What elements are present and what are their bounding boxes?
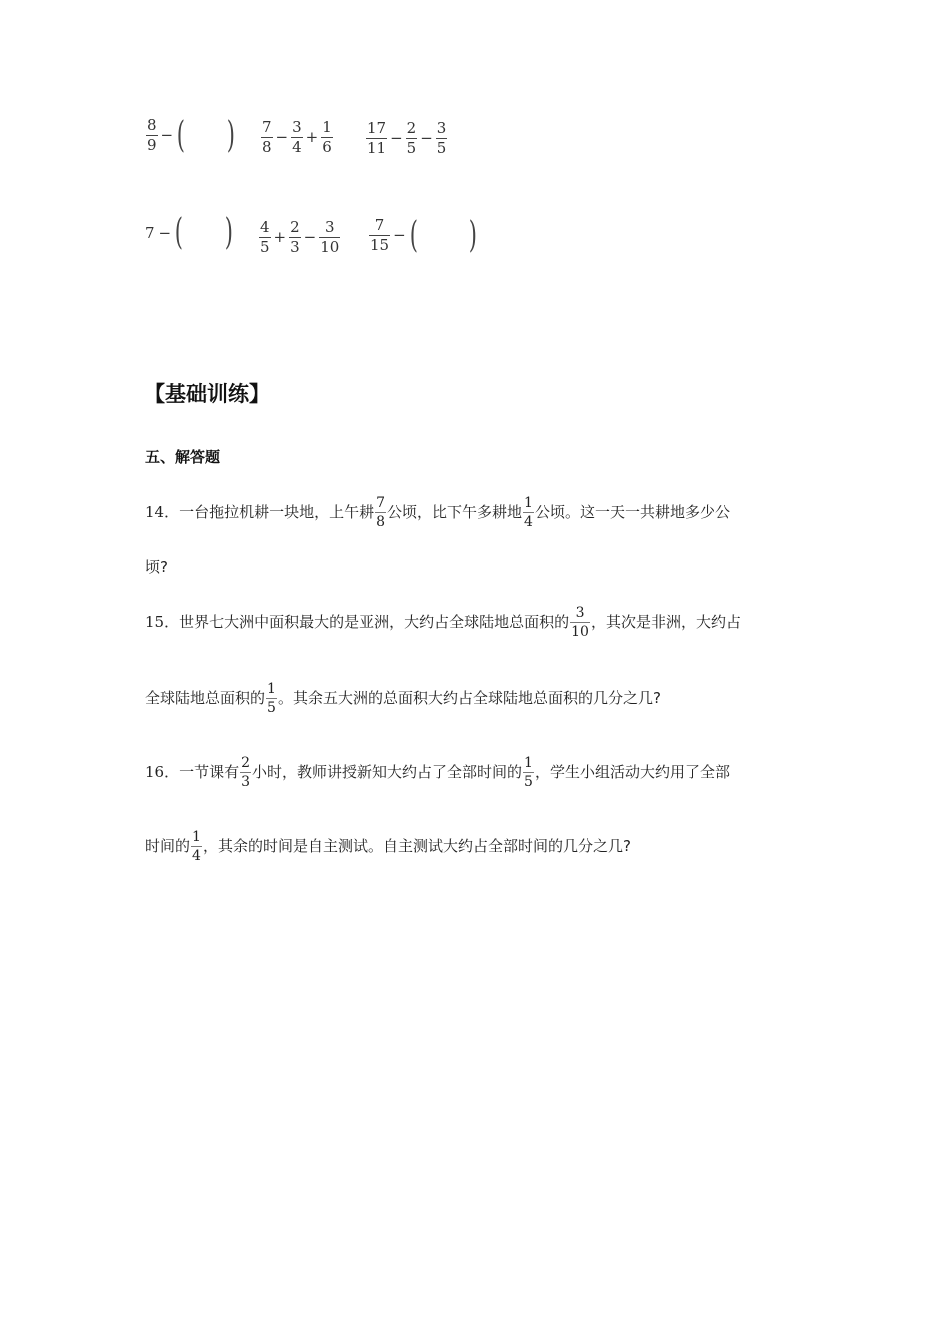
fraction: $\frac{1}{6}$ <box>322 118 332 156</box>
fraction: $\frac{2}{3}$ <box>290 218 300 256</box>
fraction: $\frac{4}{5}$ <box>260 218 270 256</box>
question-15-line2: 全球陆地总面积的 $\frac{1}{5}$ 。其余五大洲的总面积大约占全球陆地总面积的几分之几? <box>145 681 661 716</box>
question-number: 15． <box>145 613 180 631</box>
fraction: $\frac{2}{3}$ <box>241 755 251 790</box>
fraction: $\frac{7}{8}$ <box>262 118 272 156</box>
fraction: $\frac{2}{5}$ <box>406 119 417 157</box>
fraction: $\frac{7}{15}$ <box>370 216 390 254</box>
section-title: 【基础训练】 <box>144 382 270 406</box>
fraction: $\frac{3}{4}$ <box>292 118 302 156</box>
left-paren: ( <box>174 211 184 254</box>
fraction: $\frac{8}{9}$ <box>147 116 157 154</box>
question-14-line1: 14．一台拖拉机耕一块地，上午耕 $\frac{7}{8}$ 公顷，比下午多耕地 $\frac{1}{4}$ 公顷。这一天一共耕地多少公 <box>145 495 730 530</box>
exercise-r1-3: $\frac{17}{11}$ − $\frac{2}{5}$ − $\frac{3}{5}$ <box>367 119 447 157</box>
exercise-r2-2: $\frac{4}{5}$ + $\frac{2}{3}$ − $\frac{3}{10}$ <box>260 218 340 256</box>
fraction: $\frac{3}{10}$ <box>320 218 340 256</box>
question-15-line1: 15．世界七大洲中面积最大的是亚洲，大约占全球陆地总面积的 $\frac{3}{10}$ ，其次是非洲，大约占 <box>145 605 741 640</box>
subheading: 五、解答题 <box>145 448 221 466</box>
fraction: $\frac{1}{4}$ <box>192 829 201 864</box>
fraction: $\frac{3}{5}$ <box>436 119 447 157</box>
left-paren: ( <box>409 213 418 256</box>
exercise-r1-2: $\frac{7}{8}$ − $\frac{3}{4}$ + $\frac{1}{6}$ <box>262 118 332 156</box>
exercise-r2-3: $\frac{7}{15}$ − ( ) <box>370 213 478 256</box>
question-14-line2: 顷? <box>145 558 168 576</box>
question-16-line1: 16．一节课有 $\frac{2}{3}$ 小时，教师讲授新知大约占了全部时间的 $\frac{1}{5}$ ，学生小组活动大约用了全部 <box>145 755 730 790</box>
fraction: $\frac{3}{10}$ <box>571 605 589 640</box>
question-number: 14． <box>145 503 180 521</box>
question-number: 16． <box>145 763 180 781</box>
right-paren: ) <box>224 211 233 254</box>
fraction: $\frac{7}{8}$ <box>376 495 386 530</box>
question-16-line2: 时间的 $\frac{1}{4}$ ，其余的时间是自主测试。自主测试大约占全部时间的几分之几? <box>145 829 631 864</box>
right-paren: ) <box>226 113 235 156</box>
right-paren: ) <box>469 213 478 256</box>
exercise-r1-1: $\frac{8}{9}$ − ( ) <box>147 113 235 156</box>
left-paren: ( <box>176 113 186 156</box>
exercise-r2-1: 7 − ( ) <box>145 211 233 254</box>
fraction: $\frac{1}{4}$ <box>524 495 533 530</box>
fraction: $\frac{1}{5}$ <box>267 681 276 716</box>
fraction: $\frac{17}{11}$ <box>367 119 387 157</box>
fraction: $\frac{1}{5}$ <box>524 755 533 790</box>
